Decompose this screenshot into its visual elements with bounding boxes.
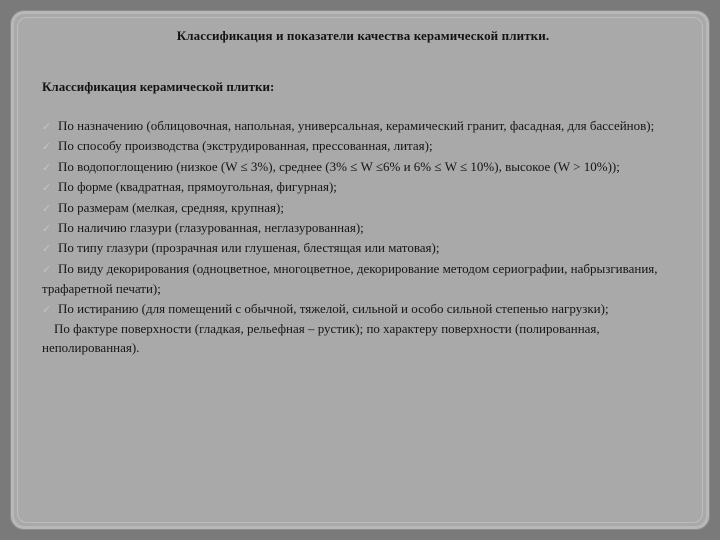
checkmark-icon: ✓ bbox=[42, 181, 52, 195]
list-item bbox=[42, 259, 672, 299]
checkmark-icon: ✓ bbox=[42, 160, 52, 174]
checkmark-icon: ✓ bbox=[42, 302, 52, 316]
list-item bbox=[42, 218, 672, 238]
list-item-text: По размерам (мелкая, средняя, крупная); bbox=[58, 199, 284, 215]
checkmark-icon: ✓ bbox=[42, 201, 52, 215]
list-item-text: По типу глазури (прозрачная или глушеная, блестящая или матовая); bbox=[58, 240, 440, 256]
checkmark-icon: ✓ bbox=[42, 242, 52, 256]
list-item-text: По водопоглощению (низкое (W ≤ 3%), среднее (3% ≤ W ≤6% и 6% ≤ W ≤ 10%), высокое (W > 10%)); bbox=[58, 158, 620, 174]
checkmark-icon: ✓ bbox=[42, 222, 52, 236]
list-item-text: По фактуре поверхности (гладкая, рельефная – рустик); по характеру поверхности (полированная, неполированная). bbox=[42, 321, 600, 356]
list-item bbox=[42, 299, 672, 319]
list-item-text: По наличию глазури (глазурованная, неглазурованная); bbox=[58, 220, 364, 236]
list-item-text: По форме (квадратная, прямоугольная, фигурная); bbox=[58, 179, 337, 195]
list-item bbox=[42, 116, 672, 136]
checkmark-icon: ✓ bbox=[42, 262, 52, 276]
list-item-text: По виду декорирования (одноцветное, многоцветное, декорирование методом сериографии, набрызгивания, трафаретной печати); bbox=[42, 260, 658, 297]
slide-subtitle: Классификация керамической плитки: bbox=[42, 79, 275, 94]
list-item-text: По способу производства (экструдированная, прессованная, литая); bbox=[58, 138, 433, 154]
list-item bbox=[42, 157, 672, 177]
list-item-text: По истиранию (для помещений с обычной, тяжелой, сильной и особо сильной степенью нагрузки); bbox=[58, 300, 609, 316]
list-item bbox=[42, 198, 672, 218]
checkmark-icon: ✓ bbox=[42, 140, 52, 154]
slide-title: Классификация и показатели качества керамической плитки. bbox=[176, 28, 550, 43]
list-item bbox=[42, 238, 672, 258]
list-item bbox=[42, 136, 672, 156]
list-item-text: По назначению (облицовочная, напольная, универсальная, керамический гранит, фасадная, для бассейнов); bbox=[58, 118, 655, 133]
list-item bbox=[42, 319, 672, 358]
list-item bbox=[42, 177, 672, 197]
checkmark-icon: ✓ bbox=[42, 120, 52, 133]
classification-list bbox=[42, 116, 672, 358]
